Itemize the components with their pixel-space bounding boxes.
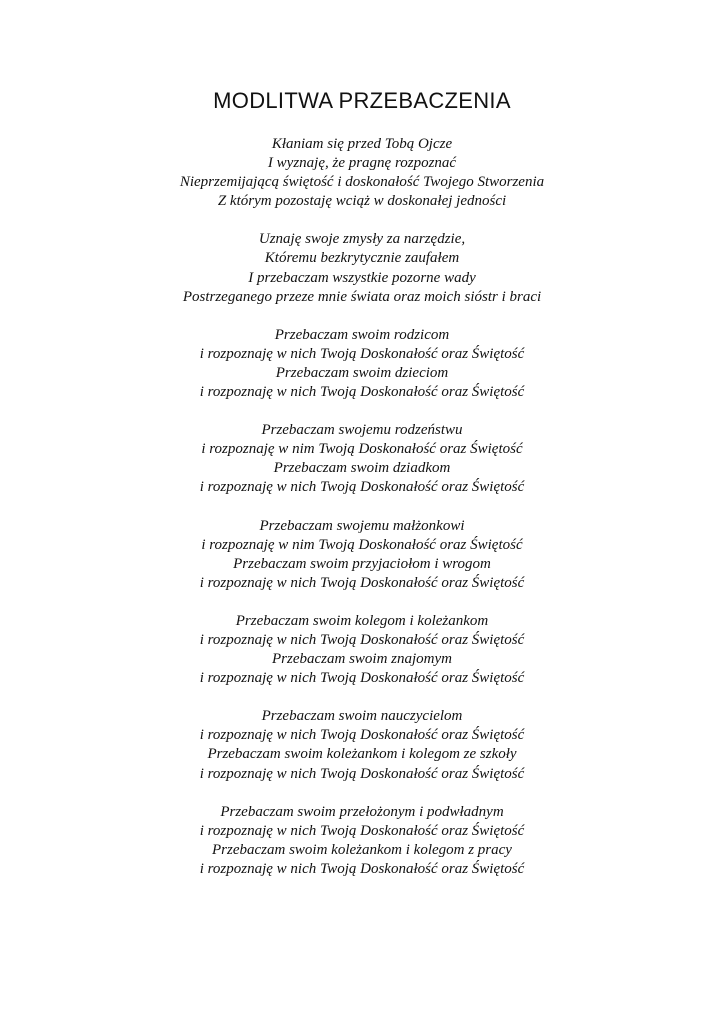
stanza	[0, 135, 724, 211]
poem-line: Przebaczam swoim przyjaciołom i wrogom	[233, 555, 491, 572]
poem-line: Przebaczam swojemu małżonkowi	[259, 517, 465, 534]
poem-body	[0, 135, 724, 898]
poem-line: i rozpoznaję w nich Twoją Doskonałość oraz Świętość	[199, 765, 525, 782]
poem-line: i rozpoznaję w nich Twoją Doskonałość oraz Świętość	[199, 670, 525, 687]
poem-line: Z którym pozostaję wciąż w doskonałej jedności	[217, 193, 507, 210]
stanza	[0, 230, 724, 306]
stanza	[0, 707, 724, 783]
poem-line: i rozpoznaję w nich Twoją Doskonałość oraz Świętość	[199, 574, 525, 591]
poem-line: i rozpoznaję w nich Twoją Doskonałość oraz Świętość	[199, 479, 525, 496]
poem-line: Przebaczam swoim dzieciom	[275, 364, 449, 381]
poem-line: Postrzeganego przeze mnie świata oraz moich sióstr i braci	[182, 288, 542, 305]
document-title: MODLITWA PRZEBACZENIA	[213, 88, 511, 113]
poem-line: Przebaczam swoim kolegom i koleżankom	[235, 612, 489, 629]
poem-line: i rozpoznaję w nich Twoją Doskonałość oraz Świętość	[199, 631, 525, 648]
stanza	[0, 803, 724, 879]
poem-line: i rozpoznaję w nim Twoją Doskonałość oraz Świętość	[201, 536, 523, 553]
poem-line: I przebaczam wszystkie pozorne wady	[248, 269, 476, 286]
poem-line: Przebaczam swojemu rodzeństwu	[261, 422, 463, 439]
poem-line: i rozpoznaję w nich Twoją Doskonałość oraz Świętość	[199, 384, 525, 401]
poem-line: Przebaczam swoim przełożonym i podwładnym	[220, 803, 504, 820]
poem-line: i rozpoznaję w nich Twoją Doskonałość oraz Świętość	[199, 345, 525, 362]
poem-line: Przebaczam swoim rodzicom	[274, 326, 450, 343]
poem-line: Przebaczam swoim dziadkom	[273, 460, 451, 477]
poem-line: Nieprzemijającą świętość i doskonałość Twojego Stworzenia	[179, 174, 545, 191]
poem-line: Przebaczam swoim koleżankom i kolegom z pracy	[212, 841, 512, 858]
stanza	[0, 612, 724, 688]
poem-line: i rozpoznaję w nich Twoją Doskonałość oraz Świętość	[199, 727, 525, 744]
poem-line: i rozpoznaję w nich Twoją Doskonałość oraz Świętość	[199, 860, 525, 877]
poem-line: i rozpoznaję w nim Twoją Doskonałość oraz Świętość	[201, 441, 523, 458]
poem-line: Uznaję swoje zmysły za narzędzie,	[258, 231, 466, 248]
poem-line: I wyznaję, że pragnę rozpoznać	[267, 155, 457, 172]
poem-line: Przebaczam swoim koleżankom i kolegom ze szkoły	[207, 746, 517, 763]
poem-line: Przebaczam swoim znajomym	[272, 651, 452, 668]
poem-line: Przebaczam swoim nauczycielom	[261, 708, 463, 725]
poem-line: i rozpoznaję w nich Twoją Doskonałość oraz Świętość	[199, 822, 525, 839]
poem-line: Kłaniam się przed Tobą Ojcze	[271, 136, 453, 152]
poem-line: Któremu bezkrytycznie zaufałem	[264, 250, 460, 267]
stanza	[0, 421, 724, 497]
stanza	[0, 326, 724, 402]
stanza	[0, 517, 724, 593]
